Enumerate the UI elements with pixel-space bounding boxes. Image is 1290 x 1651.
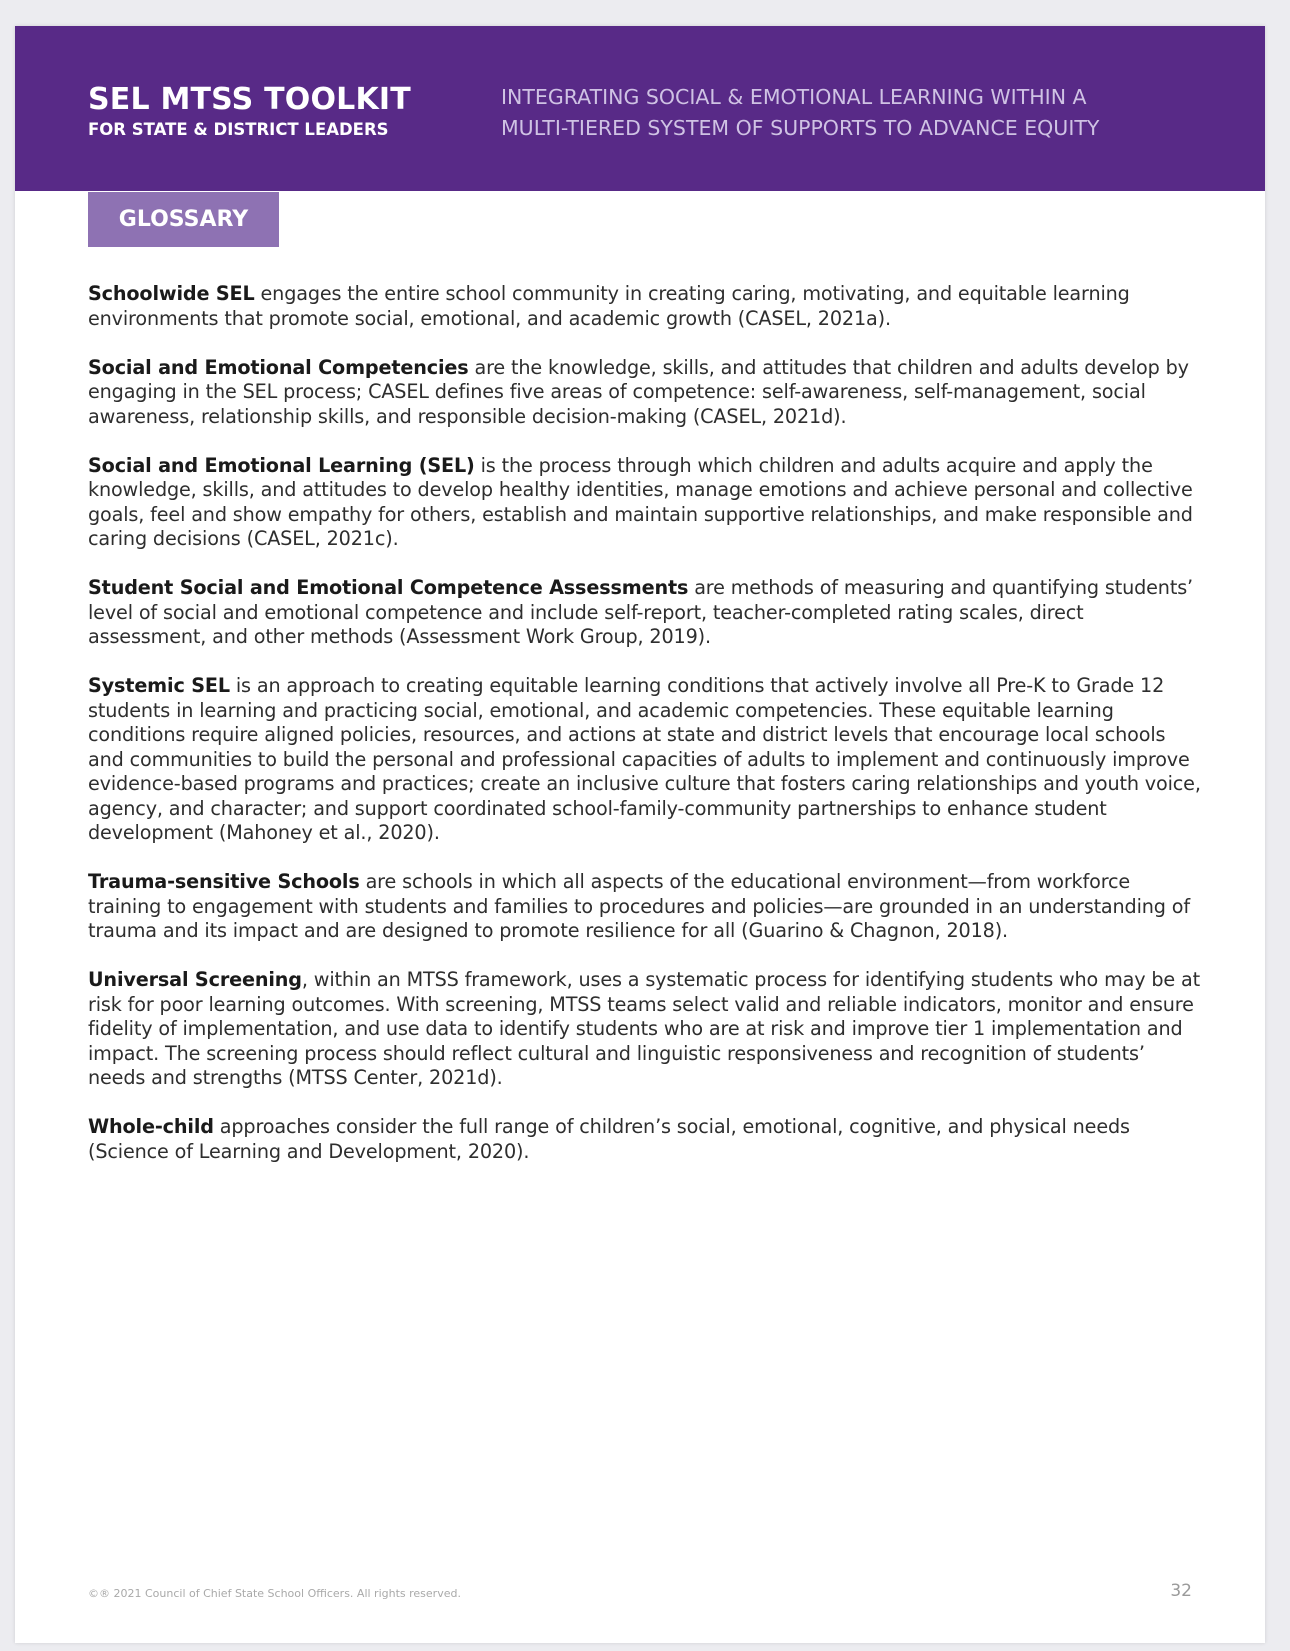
glossary-definition: engages the entire school community in creating caring, motivating, and equitable learning environments that promote social, emotional, and academic growth (CASEL, 2021a). (88, 282, 1130, 330)
glossary-definition: are schools in which all aspects of the educational environment—from workforce training to engagement with students and families to procedures and policies—are grounded in an understanding of trauma and its impact and are designed to promote resilience for all (Guarino & Chagnon, 2018). (88, 870, 1190, 942)
glossary-term: Social and Emotional Competencies (88, 355, 469, 379)
tagline-line-2: MULTI-TIERED SYSTEM OF SUPPORTS TO ADVANCE EQUITY (501, 116, 1100, 140)
glossary-term: Systemic SEL (88, 674, 230, 697)
glossary-term: Trauma-sensitive Schools (88, 870, 360, 893)
glossary-term: Schoolwide SEL (88, 282, 255, 305)
glossary-term: Whole-child (88, 1115, 214, 1138)
glossary-definition: is the process through which children and adults acquire and apply the knowledge, skills, and attitudes to develop healthy identities, manage emotions and achieve personal and collective goals, feel and show empathy for others, establish and maintain supportive relationships, and make responsible and caring decisions (CASEL, 2021c). (88, 453, 1193, 550)
glossary-entry (88, 454, 1203, 552)
section-tag-glossary: GLOSSARY (88, 192, 279, 247)
page-number: 32 (1170, 1581, 1192, 1601)
glossary-definition: approaches consider the full range of children’s social, emotional, cognitive, and physical needs (Science of Learning and Development, 2020). (88, 1115, 1130, 1163)
toolkit-subtitle: FOR STATE & DISTRICT LEADERS (88, 120, 389, 139)
glossary-entry (88, 674, 1203, 846)
toolkit-title: SEL MTSS TOOLKIT (88, 82, 411, 117)
glossary-list (88, 282, 1203, 1189)
glossary-entry (88, 968, 1203, 1091)
copyright-notice: ©® 2021 Council of Chief State School Officers. All rights reserved. (88, 1587, 461, 1600)
glossary-entry (88, 282, 1203, 331)
glossary-definition: are the knowledge, skills, and attitudes that children and adults develop by engaging in the SEL process; CASEL defines five areas of competence: self-awareness, self-management, social awareness, relationship skills, and responsible decision-making (CASEL, 2021d). (88, 355, 1189, 428)
header-tagline (501, 82, 1221, 144)
glossary-term: Universal Screening (88, 968, 302, 991)
document-page (15, 26, 1265, 1643)
glossary-entry (88, 870, 1203, 944)
glossary-entry (88, 356, 1203, 430)
glossary-entry (88, 1115, 1203, 1164)
header-banner (15, 26, 1265, 191)
glossary-entry (88, 576, 1203, 650)
glossary-term: Social and Emotional Learning (SEL) (88, 453, 475, 477)
glossary-term: Student Social and Emotional Competence Assessments (88, 576, 689, 599)
tagline-line-1: INTEGRATING SOCIAL & EMOTIONAL LEARNING WITHIN A (501, 85, 1087, 109)
glossary-definition: is an approach to creating equitable learning conditions that actively involve all Pre-K to Grade 12 students in learning and practicing social, emotional, and academic competencies. These equitable learning conditions require aligned policies, resources, and actions at state and district levels that encourage local schools and communities to build the personal and professional capacities of adults to implement and continuously improve evidence-based programs and practices; create an inclusive culture that fosters caring relationships and youth voice, agency, and character; and support coordinated school-family-community partnerships to enhance student development (Mahoney et al., 2020). (88, 674, 1201, 844)
glossary-definition: , within an MTSS framework, uses a systematic process for identifying students who may be at risk for poor learning outcomes. With screening, MTSS teams select valid and reliable indicators, monitor and ensure fidelity of implementation, and use data to identify students who are at risk and improve tier 1 implementation and impact. The screening process should reflect cultural and linguistic responsiveness and recognition of students’ needs and strengths (MTSS Center, 2021d). (88, 968, 1201, 1089)
glossary-definition: are methods of measuring and quantifying students’ level of social and emotional competence and include self-report, teacher-completed rating scales, direct assessment, and other methods (Assessment Work Group, 2019). (88, 576, 1193, 648)
